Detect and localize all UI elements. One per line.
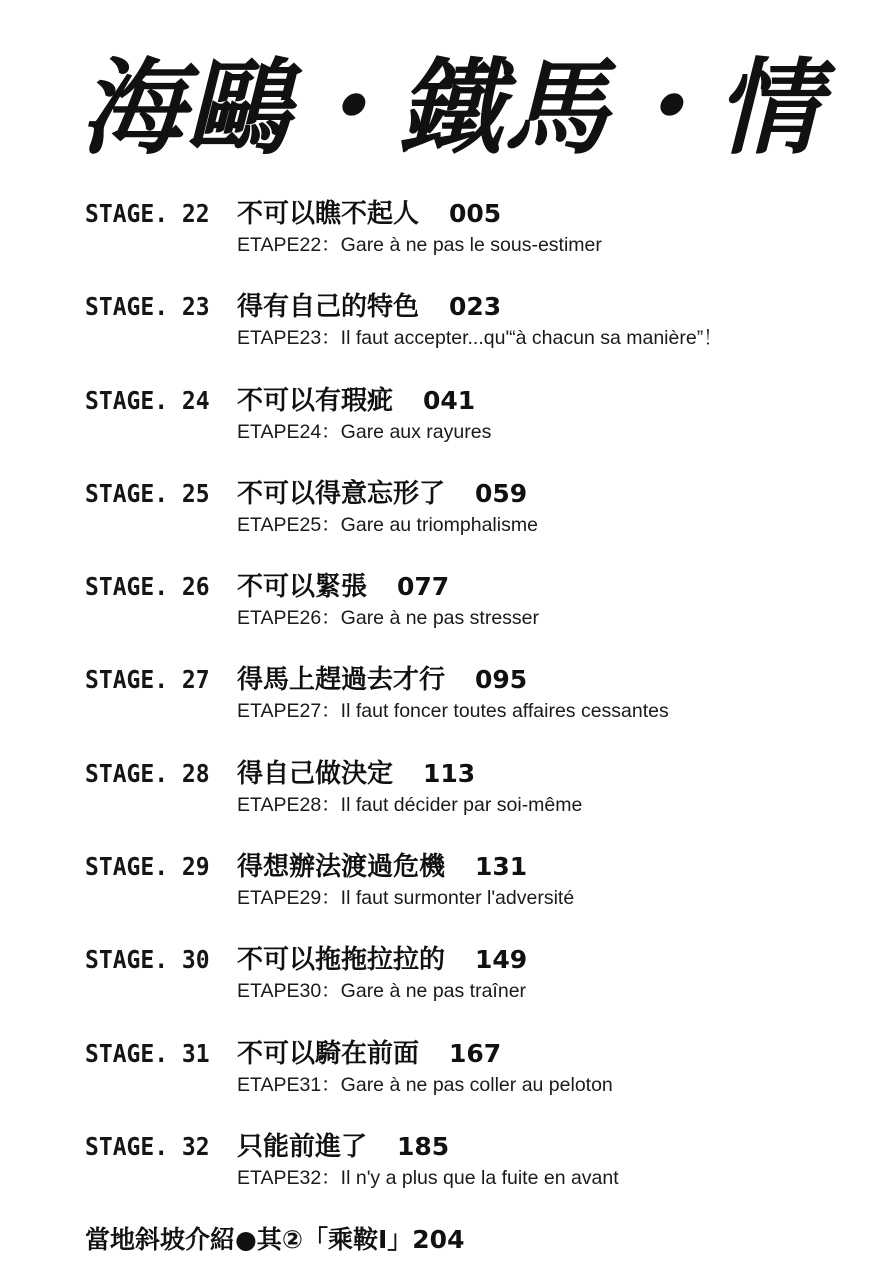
chapter-subtitle-french: ETAPE27：Il faut foncer toutes affaires cessantes <box>237 700 669 723</box>
chapter-title <box>237 569 449 605</box>
chapter-title-text: 不可以得意忘形了 <box>237 478 446 509</box>
chapter-subtitle-french: ETAPE24：Gare aux rayures <box>237 420 492 443</box>
footer-note: 當地斜坡介紹●其②「乘鞍Ⅰ」204 <box>85 1225 465 1254</box>
toc-entry-30 <box>85 942 875 1035</box>
chapter-title <box>237 196 501 232</box>
chapter-subtitle-french: ETAPE23：Il faut accepter...qu'“à chacun sa manière”！ <box>237 327 723 350</box>
chapter-subtitle-french: ETAPE32：Il n'y a plus que la fuite en avant <box>237 1166 619 1189</box>
page-number: 131 <box>475 852 528 882</box>
toc-entry-31 <box>85 1036 875 1129</box>
chapter-title-text: 得自己做決定 <box>237 758 394 789</box>
chapter-title-text: 不可以瞧不起人 <box>237 199 420 229</box>
stage-number: STAGE. 32 <box>85 1131 210 1161</box>
stage-number: STAGE. 26 <box>85 572 210 602</box>
chapter-title-text: 不可以緊張 <box>237 572 368 603</box>
toc-entry-26 <box>85 569 875 662</box>
chapter-subtitle-french: ETAPE30：Gare à ne pas traîner <box>237 980 527 1003</box>
chapter-title <box>237 849 527 885</box>
toc-entry-23 <box>85 289 875 382</box>
stage-number: STAGE. 30 <box>85 945 210 975</box>
chapter-title <box>237 942 527 978</box>
page-number: 077 <box>397 572 450 602</box>
stage-number: STAGE. 25 <box>85 478 210 508</box>
chapter-title-text: 不可以騎在前面 <box>237 1038 420 1069</box>
chapter-title-text: 得有自己的特色 <box>237 292 420 323</box>
chapter-subtitle-french: ETAPE25：Gare au triomphalisme <box>237 513 538 536</box>
page-number: 185 <box>397 1131 450 1161</box>
page-number: 149 <box>475 945 528 975</box>
stage-number: STAGE. 29 <box>85 852 210 882</box>
toc-entry-24 <box>85 383 875 476</box>
page-number: 095 <box>475 665 528 695</box>
chapter-title-text: 只能前進了 <box>237 1131 368 1162</box>
page-number: 023 <box>449 292 502 322</box>
chapter-title-text: 不可以有瑕疵 <box>237 385 394 416</box>
chapter-title-text: 得想辦法渡過危機 <box>237 852 446 883</box>
toc-entry-29 <box>85 849 875 942</box>
toc-entry-22 <box>85 196 875 289</box>
chapter-subtitle-french: ETAPE31：Gare à ne pas coller au peloton <box>237 1073 613 1096</box>
page-number: 005 <box>449 199 502 228</box>
toc-entry-28 <box>85 756 875 849</box>
toc-entry-27 <box>85 662 875 755</box>
book-title: 海鷗・鐵馬・情 <box>80 46 823 169</box>
page-number: 167 <box>449 1038 502 1068</box>
page-number: 041 <box>423 385 476 415</box>
chapter-subtitle-french: ETAPE22：Gare à ne pas le sous-estimer <box>237 234 602 256</box>
chapter-title <box>237 662 527 698</box>
stage-number: STAGE. 27 <box>85 665 210 695</box>
chapter-title <box>237 1129 449 1165</box>
stage-number: STAGE. 24 <box>85 385 210 415</box>
page-number: 059 <box>475 478 528 508</box>
stage-number: STAGE. 23 <box>85 292 210 322</box>
toc-entry-25 <box>85 476 875 569</box>
chapter-subtitle-french: ETAPE28：Il faut décider par soi-même <box>237 793 583 816</box>
stage-number: STAGE. 28 <box>85 758 210 788</box>
stage-number: STAGE. 22 <box>85 199 210 228</box>
toc-entry-32 <box>85 1129 875 1222</box>
chapter-title <box>237 289 501 325</box>
stage-number: STAGE. 31 <box>85 1038 210 1068</box>
chapter-subtitle-french: ETAPE26：Gare à ne pas stresser <box>237 607 540 630</box>
chapter-title-text: 不可以拖拖拉拉的 <box>237 945 446 976</box>
page-number: 113 <box>423 758 476 788</box>
chapter-title <box>237 756 475 792</box>
chapter-title <box>237 476 527 512</box>
chapter-subtitle-french: ETAPE29：Il faut surmonter l'adversité <box>237 887 575 910</box>
table-of-contents <box>85 196 875 1222</box>
chapter-title-text: 得馬上趕過去才行 <box>237 665 446 696</box>
chapter-title <box>237 383 475 419</box>
chapter-title <box>237 1036 501 1072</box>
